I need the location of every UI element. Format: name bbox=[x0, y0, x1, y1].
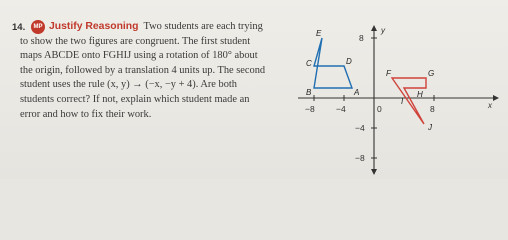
y-tick-label-minus4: −4 bbox=[355, 123, 365, 133]
vertex-label-f: F bbox=[386, 69, 391, 78]
x-tick-label-0: 0 bbox=[377, 104, 382, 114]
problem-text-4: the origin, followed by a translation 4 units up. The second bbox=[20, 64, 266, 76]
vertex-label-e: E bbox=[316, 29, 322, 38]
vertex-label-j: J bbox=[428, 123, 432, 132]
vertex-label-c: C bbox=[306, 59, 312, 68]
vertex-label-b: B bbox=[306, 88, 312, 97]
problem-heading: Justify Reasoning bbox=[49, 21, 139, 32]
mp-badge-icon: MP bbox=[31, 20, 45, 34]
problem-text-2: to show the two figures are congruent. The first student bbox=[20, 35, 251, 47]
y-axis-arrow-down bbox=[371, 169, 377, 175]
x-tick-label-8: 8 bbox=[430, 104, 435, 114]
y-tick-label-8: 8 bbox=[359, 33, 364, 43]
coordinate-graph bbox=[296, 22, 502, 178]
problem-text-3: maps ABCDE onto FGHIJ using a rotation of 180° about bbox=[20, 50, 258, 62]
y-axis-arrow-up bbox=[371, 25, 377, 31]
vertex-label-g: G bbox=[428, 69, 435, 78]
x-tick-label-minus4: −4 bbox=[336, 104, 346, 114]
vertex-label-a: A bbox=[354, 88, 360, 97]
problem-text-5: student uses the rule (x, y) → (−x, −y + 4). Are both bbox=[20, 79, 237, 91]
y-tick-label-minus8: −8 bbox=[355, 153, 365, 163]
problem-text-6: students correct? If not, explain which student made an bbox=[20, 93, 250, 105]
x-axis-label: x bbox=[488, 101, 492, 110]
vertex-label-i: I bbox=[401, 97, 404, 106]
problem-number: 14. bbox=[12, 22, 26, 33]
problem-text-1: Two students are each trying bbox=[143, 21, 263, 32]
vertex-label-d: D bbox=[346, 57, 352, 66]
x-axis-arrow bbox=[493, 95, 499, 101]
problem-text-7: error and how to fix their work. bbox=[20, 108, 152, 120]
figure-fghij bbox=[392, 78, 426, 124]
vertex-label-h: H bbox=[417, 90, 423, 99]
x-tick-label-minus8: −8 bbox=[305, 104, 315, 114]
problem-14 bbox=[12, 20, 288, 122]
y-axis-label: y bbox=[381, 26, 385, 35]
problem-line-1 bbox=[20, 20, 288, 35]
